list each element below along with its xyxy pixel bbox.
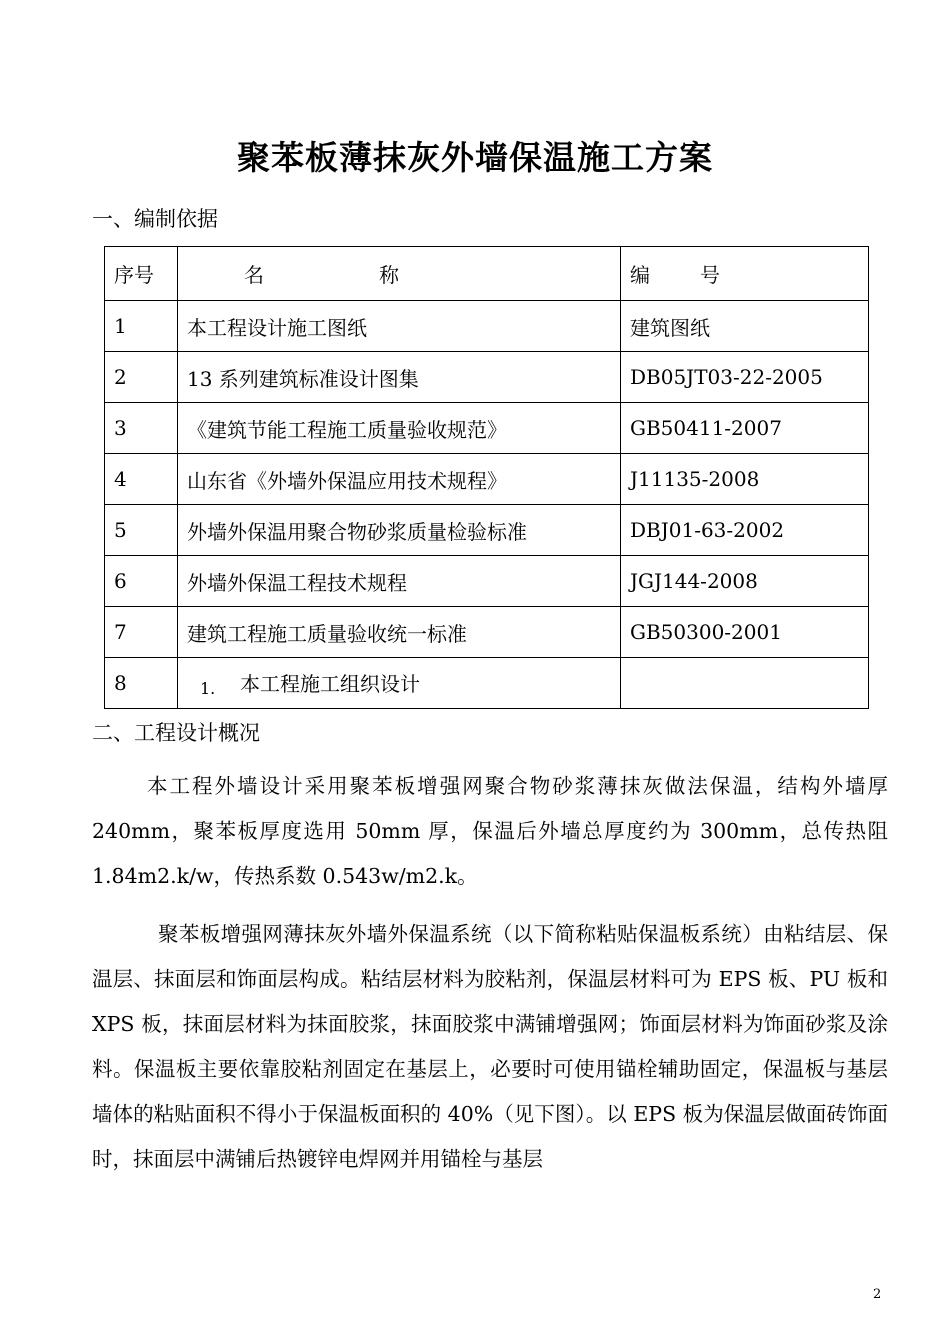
table-row [105,556,869,607]
page-number: 2 [873,1287,882,1302]
cell-no: 5 [105,505,178,556]
cell-name: 山东省《外墙外保温应用技术规程》 [178,454,621,505]
section-heading-overview: 二、工程设计概况 [92,721,260,745]
header-cell-no: 序号 [105,247,178,301]
cell-no: 6 [105,556,178,607]
cell-name: 外墙外保温用聚合物砂浆质量检验标准 [178,505,621,556]
header-cell-name [178,247,621,301]
cell-no: 7 [105,607,178,658]
cell-name: 本工程设计施工图纸 [178,301,621,352]
table-header-row [105,247,869,301]
cell-code: GB50411-2007 [621,403,869,454]
cell-code: J11135-2008 [621,454,869,505]
reference-table [104,246,869,709]
cell-name [178,658,621,709]
table-row [105,454,869,505]
cell-code [621,658,869,709]
cell-name: 13 系列建筑标准设计图集 [178,352,621,403]
table-row [105,505,869,556]
cell-name-text: 本工程施工组织设计 [240,672,420,696]
header-code-part2: 号 [700,263,720,287]
cell-code: JGJ144-2008 [621,556,869,607]
cell-code: 建筑图纸 [621,301,869,352]
cell-no: 8 [105,658,178,709]
header-name-part2: 称 [379,263,399,287]
cell-no: 1 [105,301,178,352]
table-row [105,658,869,709]
cell-name: 《建筑节能工程施工质量验收规范》 [178,403,621,454]
table-row [105,301,869,352]
header-name-part1: 名 [244,263,264,287]
cell-code: GB50300-2001 [621,607,869,658]
cell-name: 建筑工程施工质量验收统一标准 [178,607,621,658]
document-title: 聚苯板薄抹灰外墙保温施工方案 [237,138,713,177]
table-row [105,403,869,454]
paragraph: 聚苯板增强网薄抹灰外墙外保温系统（以下简称粘贴保温板系统）由粘结层、保温层、抹面层和饰面层构成。粘结层材料为胶粘剂，保温层材料可为 EPS 板、PU 板和 XPS 板，抹面层材料为抹面胶浆，抹面胶浆中满铺增强网；饰面层材料为饰面砂浆及涂料。保温板主要依靠胶粘剂固定在基层上，必要时可使用锚栓辅助固定，保温板与基层墙体的粘贴面积不得小于保温板面积的 40%（见下图）。以 EPS 板为保温层做面砖饰面时，抹面层中满铺后热镀锌电焊网并用锚栓与基层 [92,922,888,1171]
cell-code: DB05JT03-22-2005 [621,352,869,403]
cell-name: 外墙外保温工程技术规程 [178,556,621,607]
cell-no: 2 [105,352,178,403]
section-heading-basis: 一、编制依据 [92,207,218,231]
header-cell-code [621,247,869,301]
table-row [105,607,869,658]
table-row [105,352,869,403]
cell-no: 3 [105,403,178,454]
header-code-part1: 编 [630,263,650,287]
list-marker: 1. [200,679,216,698]
paragraph: 本工程外墙设计采用聚苯板增强网聚合物砂浆薄抹灰做法保温，结构外墙厚 240mm，聚苯板厚度选用 50mm 厚，保温后外墙总厚度约为 300mm，总传热阻 1.84m2.k/w，传热系数 0.543w/m2.k。 [92,774,888,888]
cell-no: 4 [105,454,178,505]
cell-code: DBJ01-63-2002 [621,505,869,556]
